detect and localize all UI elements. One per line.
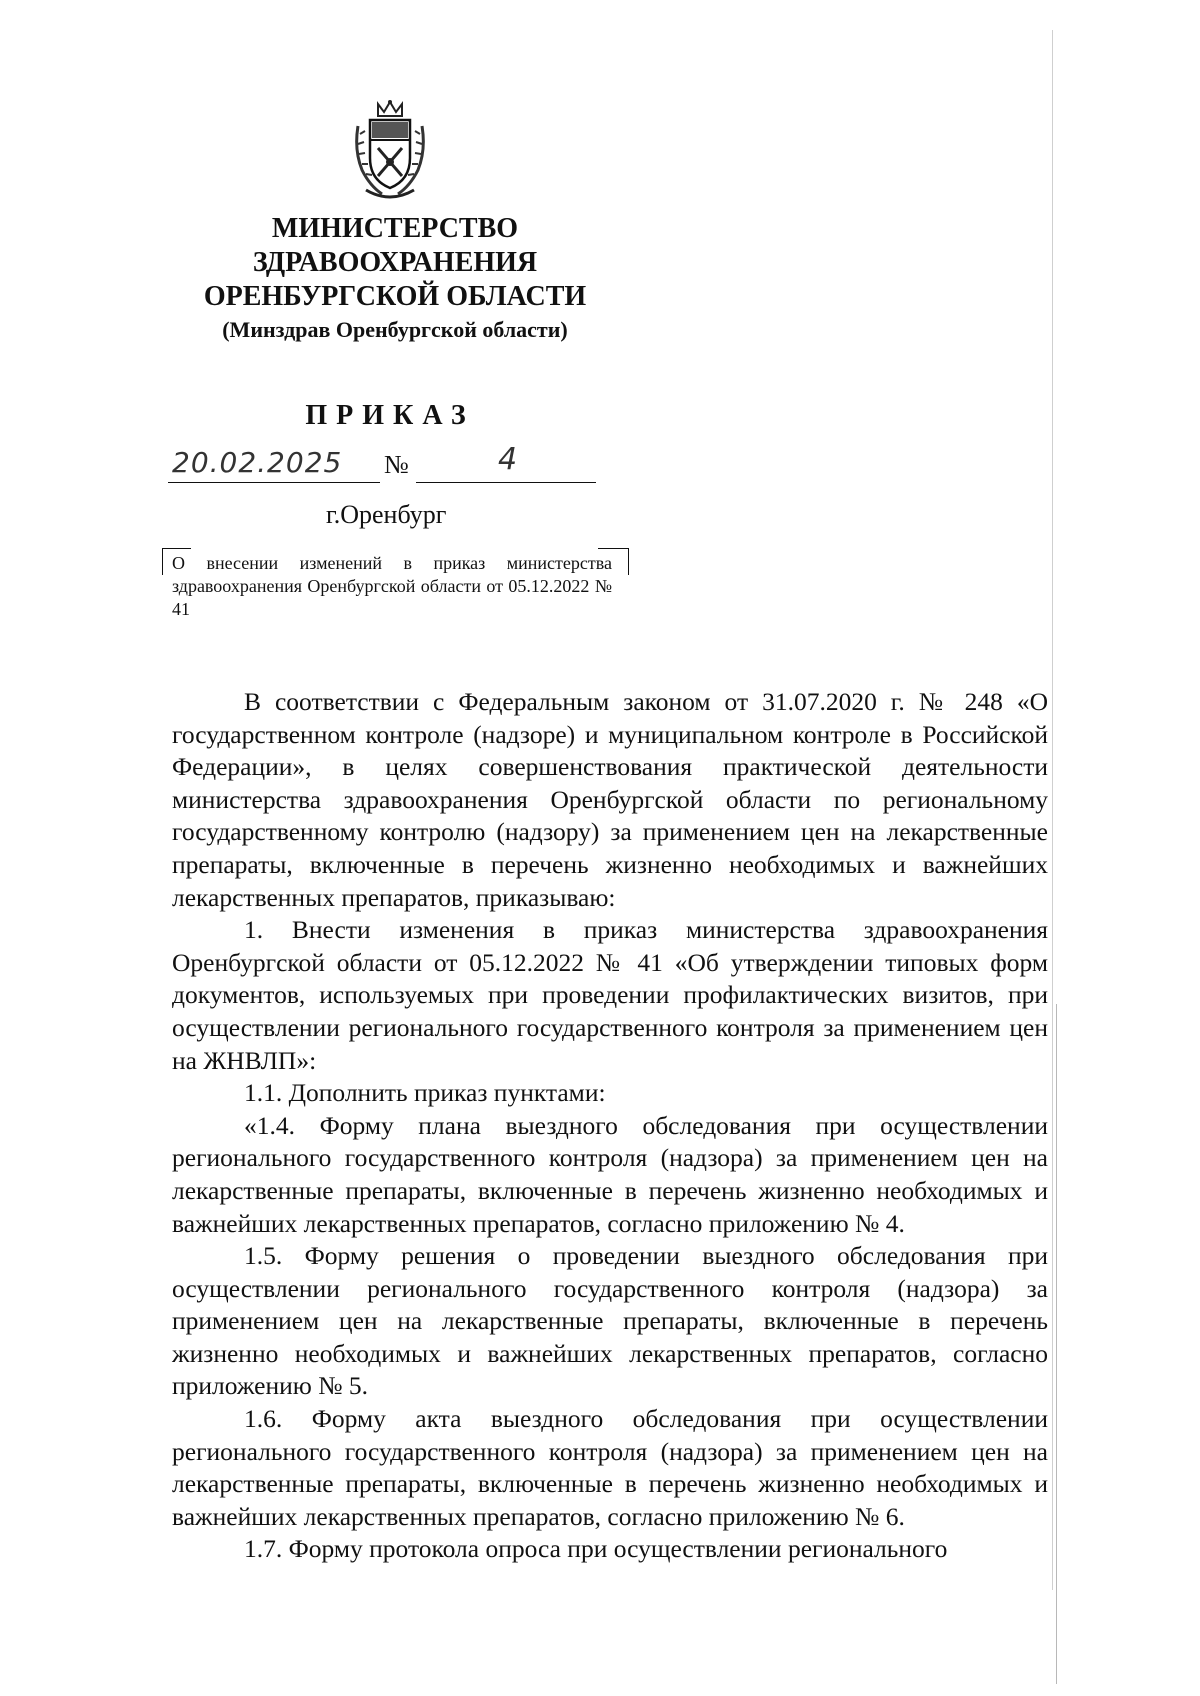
city-name: г.Оренбург [326,500,447,529]
scan-artifact-line [1056,1004,1057,1684]
number-sign: № [384,450,409,479]
body-paragraph: 1.7. Форму протокола опроса при осуществлении регионального [244,1534,948,1564]
ministry-heading [160,212,630,344]
order-title: ПРИКАЗ [305,400,475,431]
ministry-name-line1: МИНИСТЕРСТВО [271,213,519,244]
body-paragraph: В соответствии с Федеральным законом от 31.07.2020 г. № 248 «О государственном контроле (надзоре) и муниципальном контроле в Российской Федерации», в целях совершенствования практической деятельности министерства здравоохранения Оренбургской области по региональному государственному контролю (надзору) за применением цен на лекарственные препараты, включенные в перечень жизненно необходимых и важнейших лекарственных препаратов, приказываю: [172,687,1048,912]
ministry-short-name: (Минздрав Оренбургской области) [222,317,568,342]
body-paragraph: «1.4. Форму плана выездного обследования при осуществлении регионального государственного контроля (надзора) за применением цен на лекарственные препараты, включенные в перечень жизненно необходимых и важнейших лекарственных препаратов, согласно приложению № 4. [172,1110,1048,1238]
order-date-number [168,442,598,486]
scan-artifact-line [1052,30,1053,1590]
order-number: 4 [498,442,518,477]
number-underline [416,482,596,483]
body-paragraph: 1. Внести изменения в приказ министерства здравоохранения Оренбургской области от 05.12.2022 № 41 «Об утверждении типовых форм документов, используемых при проведении профилактических визитов, при осуществлении регионального государственного контроля за применением цен на ЖНВЛП»: [172,915,1048,1075]
coat-of-arms-icon [352,100,428,204]
body-paragraph: 1.1. Дополнить приказ пунктами: [244,1078,606,1108]
ministry-name-line3: ОРЕНБУРГСКОЙ ОБЛАСТИ [203,281,587,312]
date-underline [168,482,380,483]
order-body [172,686,1048,1566]
order-date: 20.02.2025 [172,446,343,479]
body-paragraph: 1.5. Форму решения о проведении выездного обследования при осуществлении регионального государственного контроля (надзора) за применением цен на лекарственные препараты, включенные в перечень жизненно необходимых и важнейших лекарственных препаратов, согласно приложению № 5. [172,1241,1048,1401]
order-subject: О внесении изменений в приказ министерства здравоохранения Оренбургской области от 05.12.2022 № 41 [172,553,612,619]
ministry-name-line2: ЗДРАВООХРАНЕНИЯ [252,247,538,278]
body-paragraph: 1.6. Форму акта выездного обследования при осуществлении регионального государственного контроля (надзора) за применением цен на лекарственные препараты, включенные в перечень жизненно необходимых и важнейших лекарственных препаратов, согласно приложению № 6. [172,1404,1048,1531]
